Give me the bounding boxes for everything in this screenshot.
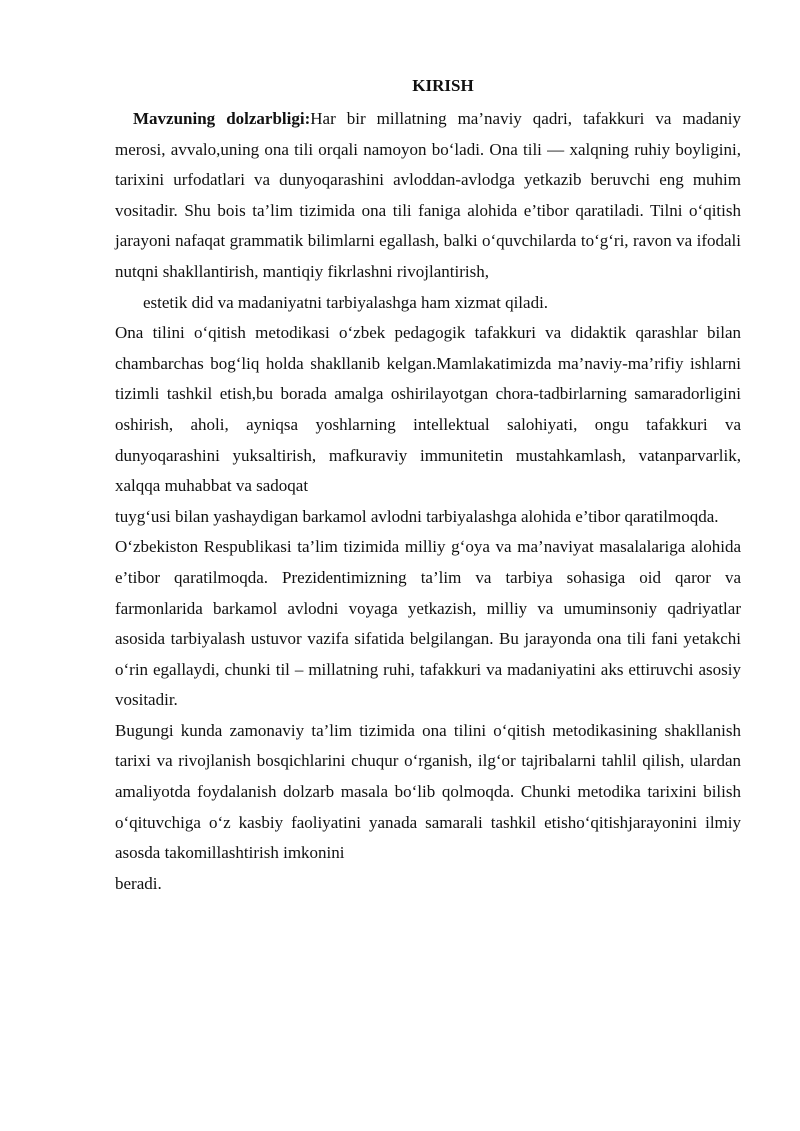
- paragraph-today: Bugungi kunda zamonaviy ta’lim tizimida ona tilini o‘qitish metodikasining shakllanish tarixi va rivojlanish bosqichlarini chuqur o‘rganish, ilg‘or tajribalarni tahlil qilish, ulardan amaliyotda foydalanish dolzarb masala bo‘lib qolmoqda. Chunki metodika tarixini bilish o‘qituvchiga o‘z kasbiy faoliyatini yanada samarali tashkil etisho‘qitishjarayonini ilmiy asosda takomillashtirish imkonini: [115, 720, 741, 863]
- paragraph-republic: O‘zbekiston Respublikasi ta’lim tizimida milliy g‘oya va ma’naviyat masalalariga alohida e’tibor qaratilmoqda. Prezidentimizning ta’lim va tarbiya sohasiga oid qaror va farmonlarida barkamol avlodni voyaga yetkazish, milliy va umuminsoniy qadriyatlar asosida tarbiyalash ustuvor vazifa sifatida belgilangan. Bu jarayonda ona tili fani yetakchi o‘rin egallaydi, chunki til – millatning ruhi, tafakkuri va madaniyatini aks ettiruvchi asosiy vositadir.: [115, 537, 741, 710]
- intro-paragraph: [115, 104, 741, 288]
- paragraph-upbringing: tuyg‘usi bilan yashaydigan barkamol avlodni tarbiyalashga alohida e’tibor qaratilmoqda.: [115, 506, 719, 526]
- page-title: KIRISH: [412, 76, 474, 95]
- document-page: [115, 76, 741, 899]
- intro-text: Har bir millatning ma’naviy qadri, tafakkuri va madaniy merosi, avvalo,uning ona tili orqali namoyon bo‘ladi. Ona tili — xalqning ruhiy boyligini, tarixini urfodatlari va dunyoqarashini avloddan-avlodga yetkazib beruvchi eng muhim vositadir. Shu bois ta’lim tizimida ona tili faniga alohida e’tibor qaratiladi. Tilni o‘qitish jarayoni nafaqat grammatik bilimlarni egallash, balki o‘quvchilarda to‘g‘ri, ravon va ifodali nutqni shakllantirish, mantiqiy fikrlashni rivojlantirish,: [115, 109, 742, 281]
- paragraph-methodology: Ona tilini o‘qitish metodikasi o‘zbek pedagogik tafakkuri va didaktik qarashlar bilan chambarchas bog‘liq holda shakllanib kelgan.Mamlakatimizda ma’naviy-ma’rifiy ishlarni tizimli tashkil etish,bu borada amalga oshirilayotgan chora-tadbirlarning samaradorligini oshirish, aholi, ayniqsa yoshlarning intellektual salohiyati, ongu tafakkuri va dunyoqarashini yuksaltirish, mafkuraviy immunitetin mustahkamlash, vatanparvarlik, xalqqa muhabbat va sadoqat: [115, 323, 741, 496]
- paragraph-ending: beradi.: [115, 873, 162, 893]
- paragraph-continuation: estetik did va madaniyatni tarbiyalashga ham xizmat qiladi.: [143, 292, 549, 312]
- intro-heading: Mavzuning dolzarbligi:: [133, 109, 311, 128]
